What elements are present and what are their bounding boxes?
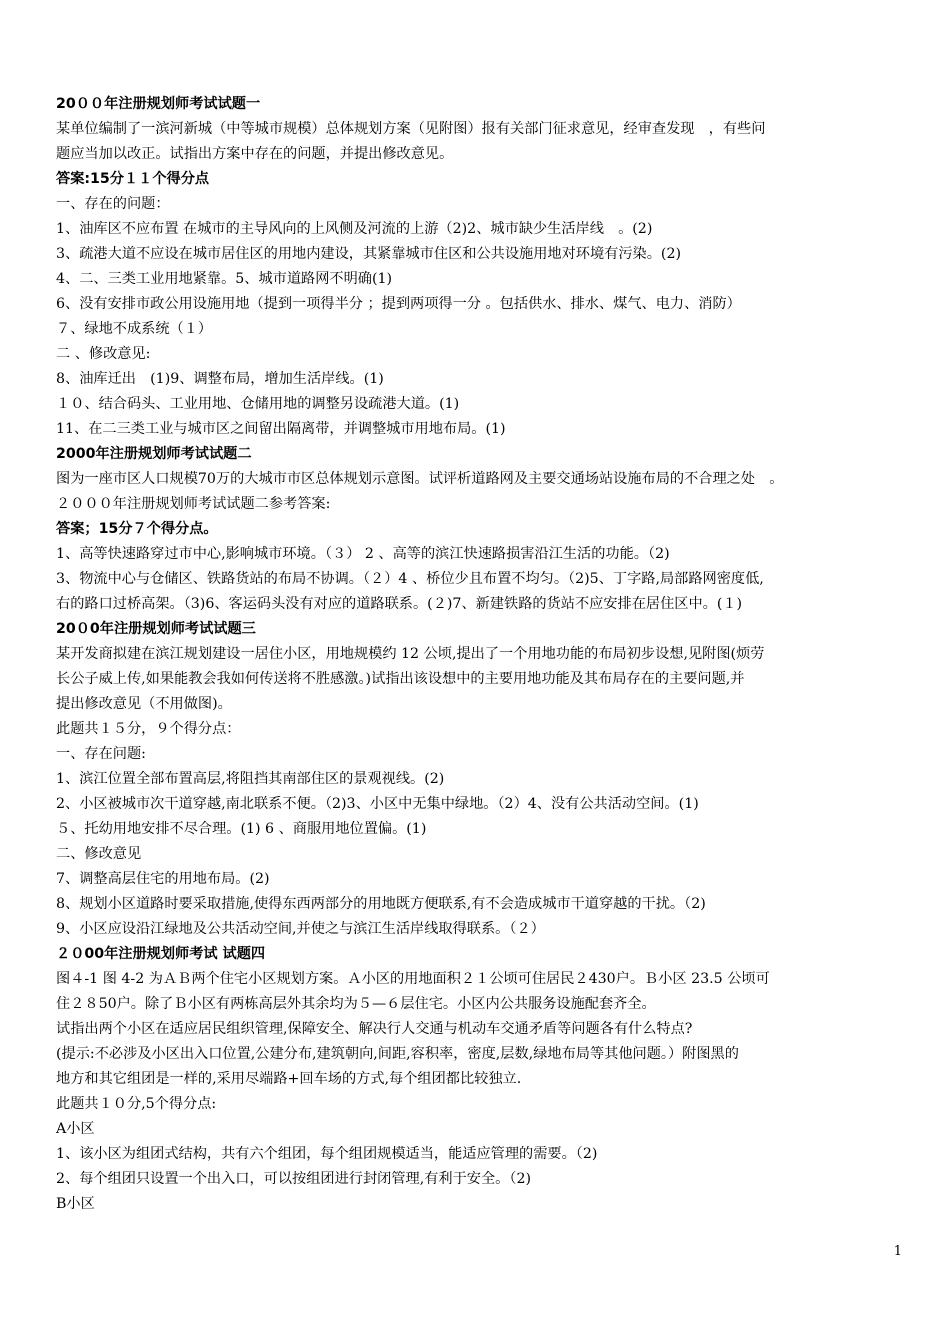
- text-line: 某开发商拟建在滨江规划建设一居住小区，用地规模约 12 公顷,提出了一个用地功能的布局初步设想,见附图(烦劳: [56, 646, 765, 662]
- text-line: 图为一座市区人口规模70万的大城市市区总体规划示意图。试评析道路网及主要交通场站设施布局的不合理之处 。: [56, 471, 784, 487]
- text-line: 一、存在的问题：: [56, 196, 170, 212]
- text-line: 长公子威上传,如果能教会我如何传送将不胜感激。)试指出该设想中的主要用地功能及其布局存在的主要问题,并: [56, 671, 745, 687]
- section-heading: 20００年注册规划师考试试题一: [56, 96, 261, 112]
- text-line: 3、疏港大道不应设在城市居住区的用地内建设，其紧靠城市住区和公共设施用地对环境有污染。(2): [56, 246, 682, 262]
- text-line: 3、物流中心与仓储区、铁路货站的布局不协调。（２）4 、桥位少且布置不均匀。（2)5、丁字路,局部路网密度低,: [56, 571, 764, 587]
- text-line: 2、小区被城市次干道穿越,南北联系不便。（2)3、小区中无集中绿地。（2）4、没有公共活动空间。(1): [56, 796, 699, 812]
- text-line: 此题共１５分，９个得分点：: [56, 721, 241, 737]
- page-number: 1: [893, 1244, 902, 1259]
- text-line: ７、绿地不成系统（１）: [56, 321, 213, 337]
- text-line: 6、没有安排市政公用设施用地（提到一项得半分 ；提到两项得一分 。包括供水、排水、煤气、电力、消防）: [56, 296, 741, 312]
- section-heading: 20０0年注册规划师考试试题三: [56, 621, 256, 637]
- text-line: 一、存在问题:: [56, 746, 146, 762]
- text-line: (提示:不必涉及小区出入口位置,公建分布,建筑朝向,间距,容积率，密度,层数,绿地布局等其他问题。）附图黑的: [56, 1046, 739, 1062]
- section-heading: 2000年注册规划师考试试题二: [56, 446, 252, 462]
- document-body: [56, 92, 906, 1217]
- text-line: 8、油库迁出 (1)9、调整布局，增加生活岸线。(1): [56, 371, 384, 387]
- text-line: 8、规划小区道路时要采取措施,使得东西两部分的用地既方便联系,有不会造成城市干道穿越的干扰。（2): [56, 896, 706, 912]
- text-line: 9、小区应设沿江绿地及公共活动空间,并使之与滨江生活岸线取得联系。（２）: [56, 921, 545, 937]
- text-line: 地方和其它组团是一样的,采用尽端路+回车场的方式,每个组团都比较独立.: [56, 1071, 522, 1087]
- text-line: 1、该小区为组团式结构，共有六个组团，每个组团规模适当，能适应管理的需要。（2): [56, 1146, 598, 1162]
- text-line: ２０００年注册规划师考试试题二参考答案:: [56, 496, 331, 512]
- text-line: 二、修改意见: [56, 846, 142, 862]
- text-line: 二 、修改意见:: [56, 346, 151, 362]
- text-line: ５、托幼用地安排不尽合理。(1) 6 、商服用地位置偏。(1): [56, 821, 427, 837]
- text-line: 1、高等快速路穿过市中心,影响城市环境。（３） 2 、高等的滨江快速路损害沿江生活的功能。（2): [56, 546, 670, 562]
- text-line: 7、调整高层住宅的用地布局。(2): [56, 871, 270, 887]
- text-line: 提出修改意见（不用做图)。: [56, 696, 232, 712]
- text-line: 此题共１０分,5个得分点:: [56, 1096, 217, 1112]
- text-line: 右的路口过桥高架。（3)6、客运码头没有对应的道路联系。(２)7、新建铁路的货站不应安排在居住区中。(１): [56, 596, 743, 612]
- text-line: 某单位编制了一滨河新城（中等城市规模）总体规划方案（见附图）报有关部门征求意见，经审查发现 ，有些问: [56, 121, 766, 137]
- text-line: 住２８50户。除了Ｂ小区有两栋高层外其余均为５—６层住宅。小区内公共服务设施配套齐全。: [56, 996, 656, 1012]
- text-line: 1、油库区不应布置 在城市的主导风向的上风侧及河流的上游（2)2、城市缺少生活岸线 。(2): [56, 221, 653, 237]
- text-line: B小区: [56, 1196, 95, 1212]
- text-line: 图４-1 图 4-2 为ＡＢ两个住宅小区规划方案。Ａ小区的用地面积２１公顷可住居民２430户。Ｂ小区 23.5 公顷可: [56, 971, 770, 987]
- text-line: 试指出两个小区在适应居民组织管理,保障安全、解决行人交通与机动车交通矛盾等问题各有什么特点?: [56, 1021, 693, 1037]
- section-heading: 答案；15分７个得分点。: [56, 521, 218, 537]
- text-line: 11、在二三类工业与城市区之间留出隔离带，并调整城市用地布局。(1): [56, 421, 506, 437]
- text-line: 4、二、三类工业用地紧靠。5、城市道路网不明确(1): [56, 271, 393, 287]
- text-line: １０、结合码头、工业用地、仓储用地的调整另设疏港大道。(1): [56, 396, 460, 412]
- section-heading: ２０00年注册规划师考试 试题四: [56, 946, 266, 962]
- text-line: 题应当加以改正。试指出方案中存在的问题，并提出修改意见。: [56, 146, 454, 162]
- text-line: A小区: [56, 1121, 95, 1137]
- text-line: 1、滨江位置全部布置高层,将阻挡其南部住区的景观视线。(2): [56, 771, 445, 787]
- section-heading: 答案:15分１１个得分点: [56, 171, 210, 187]
- text-line: 2、每个组团只设置一个出入口，可以按组团进行封闭管理,有利于安全。（2): [56, 1171, 532, 1187]
